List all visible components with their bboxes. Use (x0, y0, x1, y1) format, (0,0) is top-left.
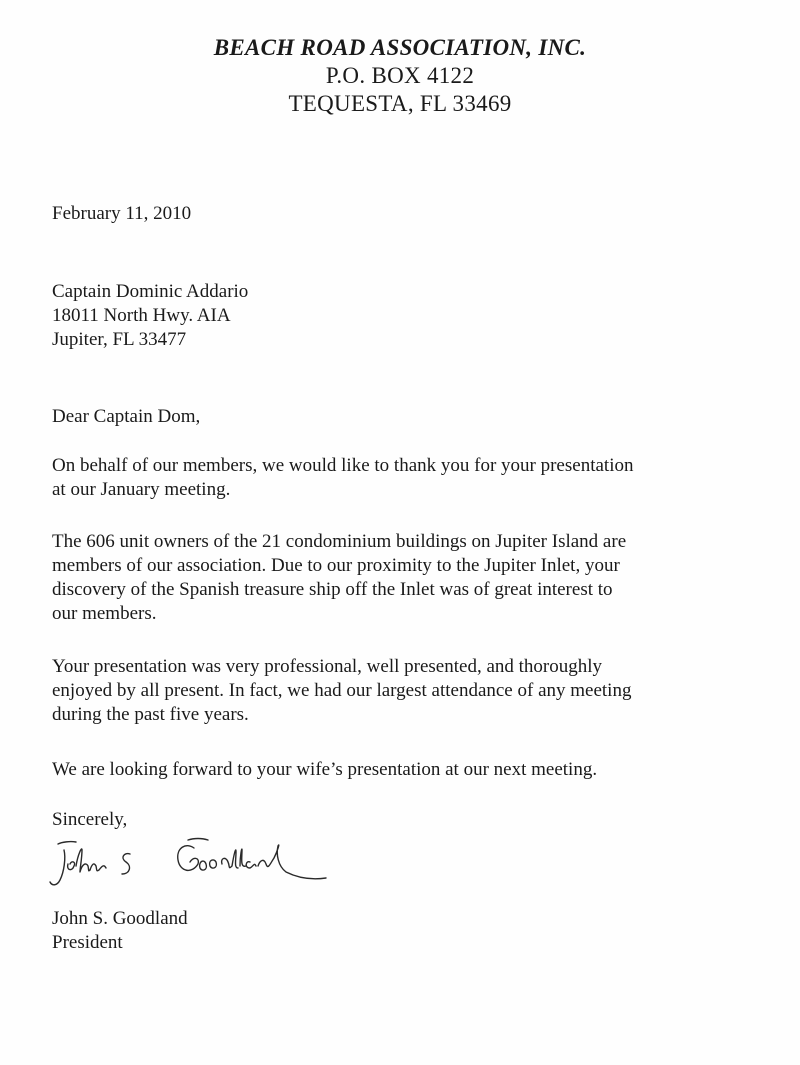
body-line: our members. (52, 603, 157, 624)
body-line: Your presentation was very professional, well presented, and thoroughly (52, 656, 603, 677)
body-paragraph-3 (52, 655, 772, 727)
body-line: during the past five years. (52, 704, 249, 725)
closing: Sincerely, (52, 809, 128, 830)
recipient-street: 18011 North Hwy. AIA (52, 305, 231, 326)
signer-block (52, 907, 188, 955)
organization-city-state-zip: TEQUESTA, FL 33469 (288, 91, 512, 116)
letter-date: February 11, 2010 (52, 203, 192, 224)
body-paragraph-4 (52, 758, 772, 782)
recipient-address (52, 280, 248, 352)
letterhead (0, 34, 800, 118)
organization-po-box: P.O. BOX 4122 (325, 63, 475, 88)
body-line: at our January meeting. (52, 479, 231, 500)
body-line: enjoyed by all present. In fact, we had our largest attendance of any meeting (52, 680, 632, 701)
body-paragraph-1 (52, 454, 772, 502)
body-line: The 606 unit owners of the 21 condominium buildings on Jupiter Island are (52, 531, 627, 552)
organization-name: BEACH ROAD ASSOCIATION, INC. (213, 35, 587, 60)
recipient-city-state-zip: Jupiter, FL 33477 (52, 329, 187, 350)
body-line: discovery of the Spanish treasure ship off the Inlet was of great interest to (52, 579, 613, 600)
recipient-name: Captain Dominic Addario (52, 281, 249, 302)
body-paragraph-2 (52, 530, 772, 626)
signer-title: President (52, 932, 123, 953)
handwritten-signature (44, 828, 334, 900)
signer-name: John S. Goodland (52, 908, 188, 929)
body-line: On behalf of our members, we would like to thank you for your presentation (52, 455, 634, 476)
body-line: members of our association. Due to our proximity to the Jupiter Inlet, your (52, 555, 620, 576)
salutation: Dear Captain Dom, (52, 406, 201, 427)
body-line: We are looking forward to your wife’s presentation at our next meeting. (52, 759, 598, 780)
